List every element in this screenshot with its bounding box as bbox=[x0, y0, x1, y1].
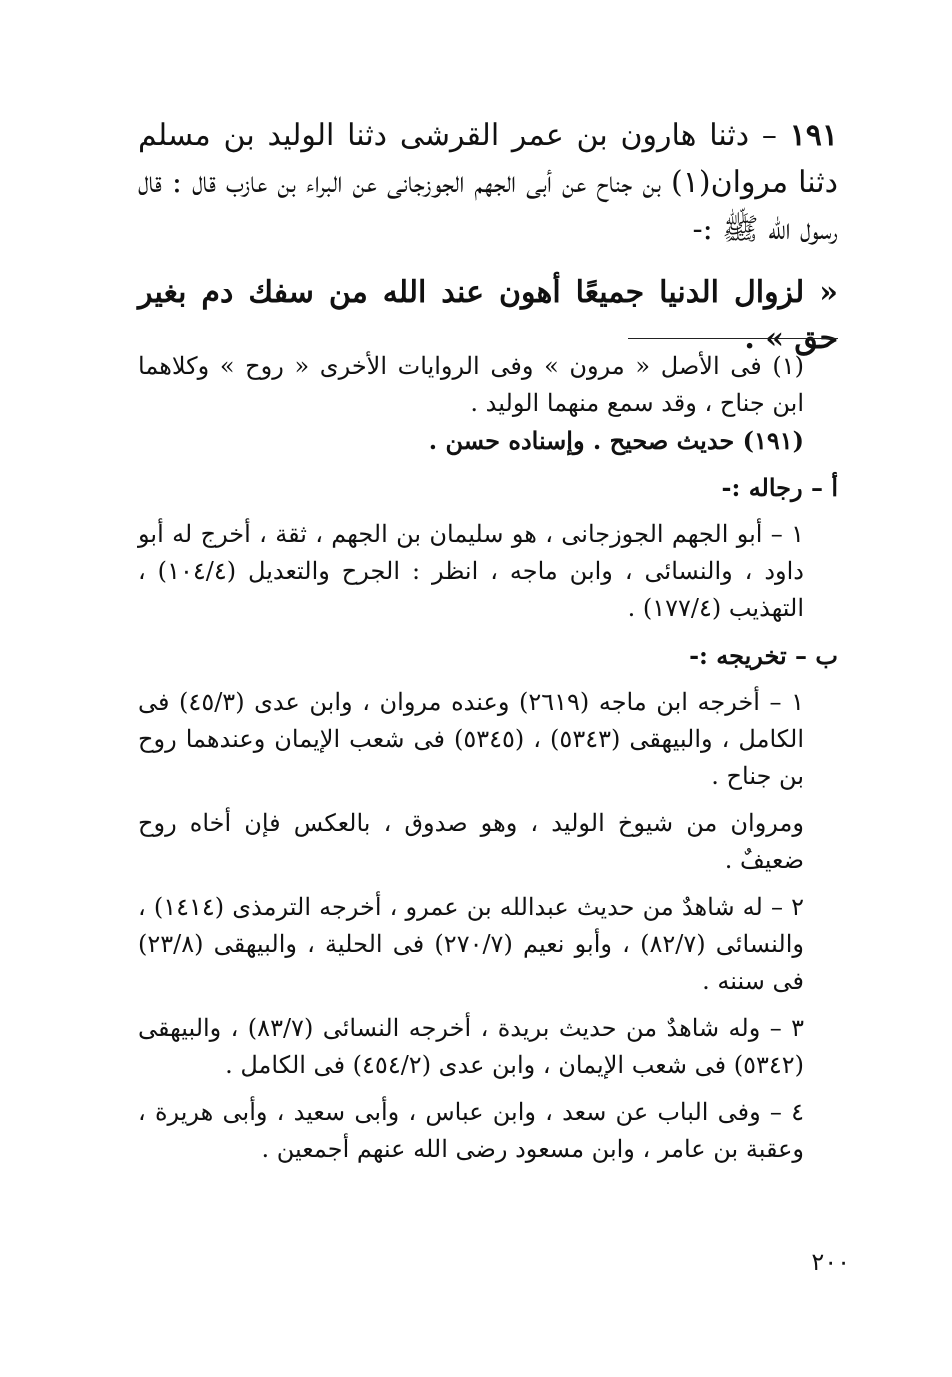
takhrij-4: ٤ – وفى الباب عن سعد ، وابن عباس ، وأبى سعيد ، وأبى هريرة ، وعقبة بن عامر ، وابن مسعود رضى الله عنهم أجمعين . bbox=[138, 1098, 804, 1163]
hadith-isnad bbox=[138, 112, 838, 253]
hadith-matn: « لزوال الدنيا جميعًا أهون عند الله من سفك دم بغير حق » . bbox=[138, 275, 838, 356]
page-number: ٢٠٠ bbox=[811, 1248, 850, 1276]
hadith-grade: (١٩١) حديث صحيح . وإسناده حسن . bbox=[428, 426, 804, 455]
isnad-text: – دثنا هارون بن عمر القرشى دثنا الوليد بن مسلم دثنا مروان(١) بن جناح عن أبى الجهم الجوزجانى عن البراء بن عازب قال : قال رسول الله ﷺ :- bbox=[138, 118, 838, 247]
footnotes bbox=[138, 348, 838, 1168]
footnote-1: (١) فى الأصل « مرون » وفى الروايات الأخرى « روح » وكلاهما ابن جناح ، وقد سمع منهما الوليد . bbox=[138, 352, 804, 417]
takhrij-1: ١ – أخرجه ابن ماجه (٢٦١٩) وعنده مروان ، وابن عدى (٤٥/٣) فى الكامل ، والبيهقى (٥٣٤٣) ، (٥٣٤٥) فى شعب الإيمان وعندهما روح بن جناح . bbox=[138, 688, 805, 790]
narrator-1: ١ – أبو الجهم الجوزجانى ، هو سليمان بن الجهم ، ثقة ، أخرج له أبو داود ، والنسائى ، وابن ماجه ، انظر : الجرح والتعديل (١٠٤/٤) ، التهذيب (١٧٧/٤) . bbox=[138, 520, 804, 622]
section-takhrij-heading: ب – تخريجه :- bbox=[689, 641, 838, 670]
takhrij-3: ٣ – وله شاهدٌ من حديث بريدة ، أخرجه النسائى (٨٣/٧) ، والبيهقى (٥٣٤٢) فى شعب الإيمان ، وابن عدى (٤٥٤/٢) فى الكامل . bbox=[138, 1014, 804, 1079]
takhrij-2: ٢ – له شاهدٌ من حديث عبدالله بن عمرو ، أخرجه الترمذى (١٤١٤) ، والنسائى (٨٢/٧) ، وأبو نعيم (٢٧٠/٧) فى الحلية ، والبيهقى (٢٣/٨) فى سننه . bbox=[138, 893, 804, 995]
footnote-divider bbox=[628, 338, 838, 339]
hadith-number: ١٩١ bbox=[789, 118, 838, 153]
takhrij-1-note: ومروان من شيوخ الوليد ، وهو صدوق ، بالعكس فإن أخاه روح ضعيفٌ . bbox=[138, 809, 804, 874]
section-narrators-heading: أ – رجاله :- bbox=[721, 473, 838, 502]
